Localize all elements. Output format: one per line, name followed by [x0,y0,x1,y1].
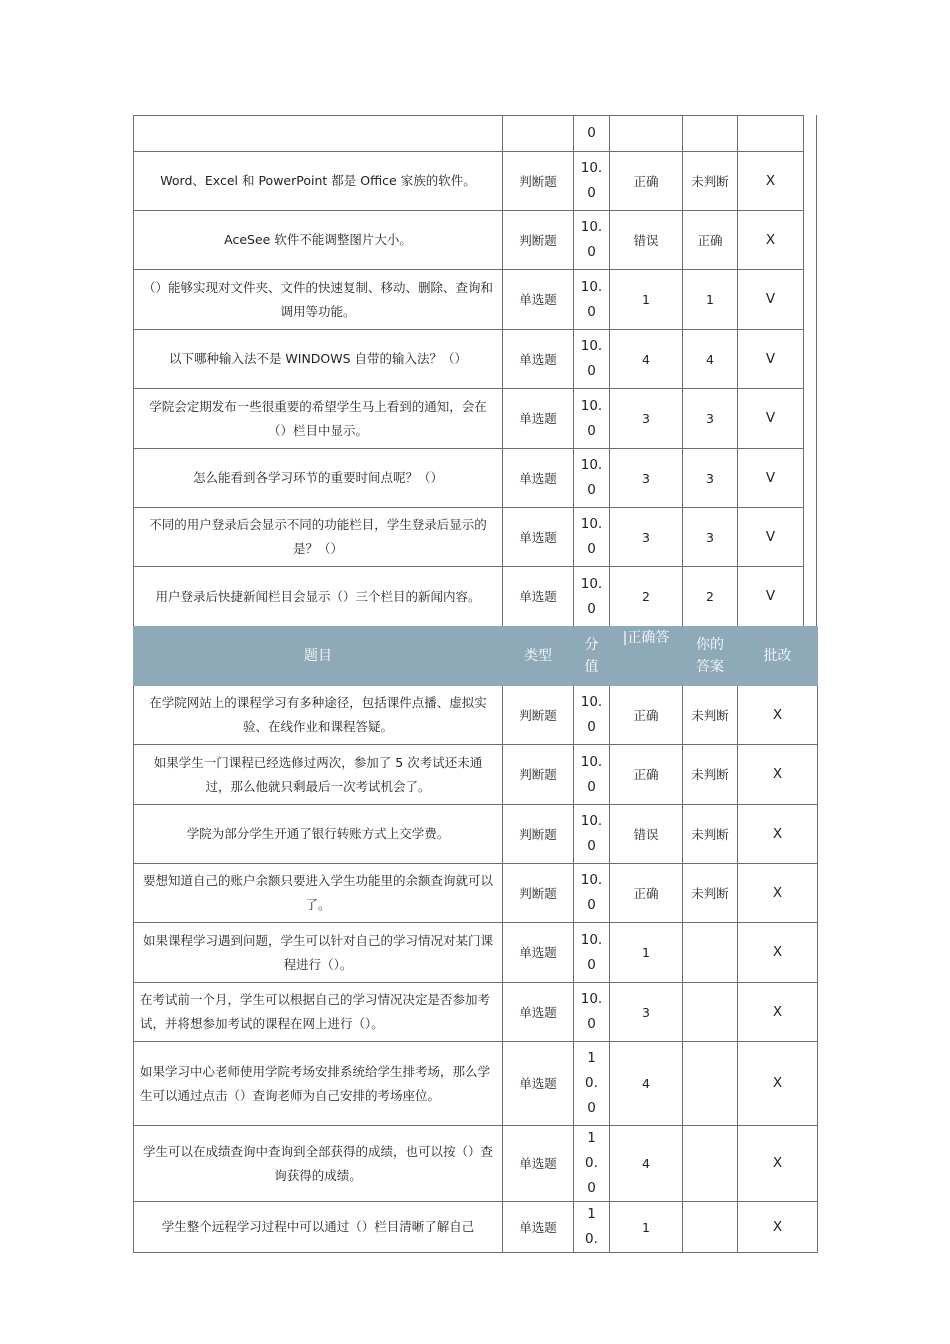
question-cell: 学院为部分学生开通了银行转账方式上交学费。 [134,805,503,864]
grade-cell [738,116,804,152]
type-cell: 单选题 [503,923,574,983]
question-cell: （）能够实现对文件夹、文件的快速复制、移动、删除、查询和调用等功能。 [134,270,503,330]
grade-cell: X [738,686,818,745]
correct-answer-cell: 正确 [610,745,683,805]
type-cell: 判断题 [503,745,574,805]
grade-cell: V [738,330,804,389]
type-cell: 单选题 [503,1202,574,1253]
header-correct: |正确答 [610,627,683,686]
grade-cell: X [738,211,804,270]
correct-answer-cell: 错误 [610,805,683,864]
header-question: 题目 [134,627,503,686]
correct-answer-cell: 4 [610,1042,683,1126]
correct-answer-cell [610,116,683,152]
table-row [134,211,804,270]
grade-cell: X [738,152,804,211]
score-cell: 10. 0 [574,686,610,745]
question-cell: 在考试前一个月，学生可以根据自己的学习情况决定是否参加考试，并将想参加考试的课程在网上进行（）。 [134,983,503,1042]
your-answer-cell: 未判断 [683,864,738,923]
question-cell: AceSee 软件不能调整图片大小。 [134,211,503,270]
your-answer-cell [683,1202,738,1253]
question-cell: 如果学习中心老师使用学院考场安排系统给学生排考场，那么学生可以通过点击（）查询老师为自己安排的考场座位。 [134,1042,503,1126]
grade-cell: X [738,1202,818,1253]
table-row [134,864,818,923]
score-cell: 10. 0 [574,449,610,508]
type-cell: 单选题 [503,567,574,627]
correct-answer-cell: 3 [610,983,683,1042]
type-cell [503,116,574,152]
correct-answer-cell: 正确 [610,152,683,211]
your-answer-cell [683,116,738,152]
type-cell: 单选题 [503,449,574,508]
question-cell: 要想知道自己的账户余额只要进入学生功能里的余额查询就可以了。 [134,864,503,923]
type-cell: 判断题 [503,686,574,745]
type-cell: 判断题 [503,864,574,923]
question-cell: 如果学生一门课程已经选修过两次，参加了 5 次考试还未通过，那么他就只剩最后一次考试机会了。 [134,745,503,805]
table-edge-line [816,115,817,685]
question-cell: 学院会定期发布一些很重要的希望学生马上看到的通知，会在（）栏目中显示。 [134,389,503,449]
table-header [134,627,818,686]
score-cell: 1 0. 0 [574,1126,610,1202]
score-cell: 10. 0 [574,330,610,389]
correct-answer-cell: 正确 [610,686,683,745]
type-cell: 判断题 [503,152,574,211]
table-row [134,1202,818,1253]
your-answer-cell: 未判断 [683,745,738,805]
score-cell: 10. 0 [574,923,610,983]
score-cell: 10. 0 [574,152,610,211]
correct-answer-cell: 4 [610,330,683,389]
your-answer-cell: 未判断 [683,805,738,864]
your-answer-cell [683,983,738,1042]
score-cell: 10. 0 [574,389,610,449]
score-cell: 1 0. 0 [574,1042,610,1126]
table-row [134,567,804,627]
grade-cell: V [738,508,804,567]
grade-cell: V [738,449,804,508]
table-row [134,1042,818,1126]
type-cell: 单选题 [503,389,574,449]
score-cell: 1 0. [574,1202,610,1253]
grade-cell: X [738,1042,818,1126]
your-answer-cell: 未判断 [683,152,738,211]
table-row [134,923,818,983]
question-cell: 以下哪种输入法不是 WINDOWS 自带的输入法？（） [134,330,503,389]
grade-cell: X [738,983,818,1042]
correct-answer-cell: 3 [610,389,683,449]
grade-cell: V [738,567,804,627]
grade-cell: X [738,923,818,983]
question-cell: Word、Excel 和 PowerPoint 都是 Office 家族的软件。 [134,152,503,211]
grade-cell: X [738,864,818,923]
grade-cell: X [738,745,818,805]
score-cell: 10. 0 [574,805,610,864]
results-table-top [133,115,804,627]
question-cell: 学生可以在成绩查询中查询到全部获得的成绩，也可以按（）查询获得的成绩。 [134,1126,503,1202]
table-row [134,686,818,745]
header-grade: 批改 [738,627,818,686]
your-answer-cell [683,1042,738,1126]
score-cell: 10. 0 [574,211,610,270]
your-answer-cell: 正确 [683,211,738,270]
score-cell: 10. 0 [574,270,610,330]
table-row [134,330,804,389]
score-cell: 10. 0 [574,508,610,567]
correct-answer-cell: 1 [610,923,683,983]
results-table-bottom [133,626,818,1253]
score-cell: 10. 0 [574,983,610,1042]
type-cell: 单选题 [503,983,574,1042]
table-row [134,508,804,567]
table-row [134,1126,818,1202]
table-row [134,116,804,152]
correct-answer-cell: 2 [610,567,683,627]
your-answer-cell: 3 [683,449,738,508]
header-type: 类型 [503,627,574,686]
correct-answer-cell: 1 [610,1202,683,1253]
grade-cell: V [738,270,804,330]
question-cell: 怎么能看到各学习环节的重要时间点呢？（） [134,449,503,508]
question-cell [134,116,503,152]
your-answer-cell [683,1126,738,1202]
correct-answer-cell: 3 [610,449,683,508]
table-row [134,270,804,330]
your-answer-cell: 4 [683,330,738,389]
score-cell: 10. 0 [574,745,610,805]
type-cell: 单选题 [503,1126,574,1202]
type-cell: 单选题 [503,270,574,330]
table-row [134,983,818,1042]
your-answer-cell: 2 [683,567,738,627]
your-answer-cell [683,923,738,983]
header-yours: 你的 答案 [683,627,738,686]
type-cell: 单选题 [503,508,574,567]
header-score: 分 值 [574,627,610,686]
grade-cell: X [738,1126,818,1202]
table-row [134,449,804,508]
your-answer-cell: 未判断 [683,686,738,745]
question-cell: 在学院网站上的课程学习有多种途径，包括课件点播、虚拟实验、在线作业和课程答疑。 [134,686,503,745]
correct-answer-cell: 正确 [610,864,683,923]
score-cell: 10. 0 [574,864,610,923]
table-row [134,745,818,805]
your-answer-cell: 1 [683,270,738,330]
your-answer-cell: 3 [683,508,738,567]
correct-answer-cell: 1 [610,270,683,330]
correct-answer-cell: 错误 [610,211,683,270]
correct-answer-cell: 3 [610,508,683,567]
grade-cell: V [738,389,804,449]
score-cell: 0 [574,116,610,152]
question-cell: 学生整个远程学习过程中可以通过（）栏目清晰了解自己 [134,1202,503,1253]
type-cell: 判断题 [503,805,574,864]
question-cell: 如果课程学习遇到问题，学生可以针对自己的学习情况对某门课程进行（）。 [134,923,503,983]
question-cell: 用户登录后快捷新闻栏目会显示（）三个栏目的新闻内容。 [134,567,503,627]
score-cell: 10. 0 [574,567,610,627]
type-cell: 判断题 [503,211,574,270]
your-answer-cell: 3 [683,389,738,449]
question-cell: 不同的用户登录后会显示不同的功能栏目，学生登录后显示的是？（） [134,508,503,567]
correct-answer-cell: 4 [610,1126,683,1202]
type-cell: 单选题 [503,1042,574,1126]
type-cell: 单选题 [503,330,574,389]
table-row [134,152,804,211]
table-row [134,805,818,864]
grade-cell: X [738,805,818,864]
table-row [134,389,804,449]
